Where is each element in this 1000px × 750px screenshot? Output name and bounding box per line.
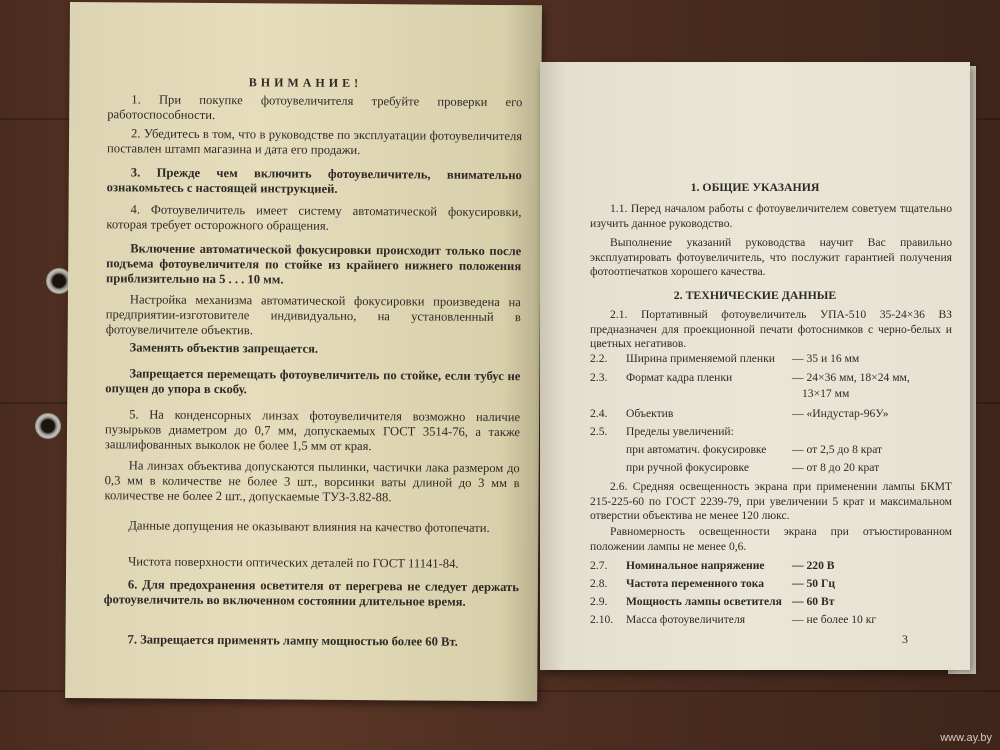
- watermark: www.ay.by: [940, 732, 992, 744]
- notice-paragraph: Заменять объектив запрещается.: [129, 340, 319, 356]
- notice-paragraph: Данные допущения не оказывают влияния на качество фотопечати.: [128, 518, 490, 535]
- notice-paragraph: 1. При покупке фотоувеличителя требуйте проверки его работоспособности.: [107, 92, 523, 123]
- binder-hole-icon: [35, 413, 61, 439]
- section-paragraph: Выполнение указаний руководства научит Вас правильно эксплуатировать фотоувеличитель, что послужит гарантией получения фотоотпечатков хорошего качества.: [590, 236, 952, 278]
- left-page: [65, 2, 542, 701]
- notice-paragraph: На линзах объектива допускаются пылинки, частички лака размером до 0,3 мм в количестве не более 3 шт., ворсинки ваты длиной до 3 мм в количестве не более 2 шт., допускаемые ТУЗ-3.82-88.: [104, 458, 520, 505]
- notice-paragraph: Настройка механизма автоматической фокусировки произведена на предприятии-изготовителе индивидуально, на установленный в фотоувеличителе объектив.: [105, 292, 521, 338]
- right-page: 1. ОБЩИЕ УКАЗАНИЯ 1.1. Перед началом работы с фотоувеличителем советуем тщательно изучить данное руководство. Выполнение указаний руководства научит Вас правильно эксплуатировать фотоувеличитель, что послужит гарантией получения фотоотпечатков хорошего качества. 2. ТЕХНИЧЕСКИЕ ДАННЫЕ 2.1. Портативный фотоувеличитель УПА-510 35-24×36 ВЗ предназначен для проекционной печати фотоснимков с черно-белых и цветных негативов. 2.2. Ширина применяемой пленки — 35 и 16 мм 2.3. Формат кадра пленки — 24×36 мм, 18×24 мм, 13×17 мм 2.4. Объектив — «Индустар-96У» 2.5. Пределы увеличений: при автоматич. фокусировке — от 2,5 до 8 крат при ручной фокусировке — от 8 до 20 крат 2.6. Средняя освещенность экрана при применении лампы БКМТ 215-225-60 по ГОСТ 2239-79, при увеличении 5 крат и максимальном отверстии объектива не менее 120 люкс. Равномерность освещенности экрана при отъюстированном положении лампы не менее 0,6. 2.7. Номинальное напряжение — 220 В 2.8. Частота переменного тока — 50 Гц 2.9. Мощность лампы осветителя — 60 Вт 2.10. Масса фотоувеличителя — не более 10 кг 3: [540, 62, 970, 670]
- page-number: 3: [902, 632, 908, 646]
- section-paragraph: 2.1. Портативный фотоувеличитель УПА-510 35-24×36 ВЗ предназначен для проекционной печати фотоснимков с черно-белых и цветных негативов.: [590, 308, 952, 350]
- notice-paragraph: Чистота поверхности оптических деталей по ГОСТ 11141-84.: [128, 554, 459, 571]
- section-paragraph: Равномерность освещенности экрана при отъюстированном положении лампы не менее 0,6.: [590, 525, 952, 553]
- notice-paragraph: Запрещается перемещать фотоувеличитель по стойке, если тубус не опущен до упора в скобу.: [105, 366, 521, 397]
- section-paragraph: 1.1. Перед началом работы с фотоувеличителем советуем тщательно изучить данное руководство.: [590, 202, 952, 230]
- section-title: 2. ТЕХНИЧЕСКИЕ ДАННЫЕ: [673, 288, 837, 302]
- left-page-heading: ВНИМАНИЕ!: [248, 75, 363, 91]
- notice-paragraph: 4. Фотоувеличитель имеет систему автоматической фокусировки, которая требует осторожного обращения.: [106, 202, 522, 234]
- notice-paragraph: 7. Запрещается применять лампу мощностью более 60 Вт.: [127, 632, 458, 649]
- notice-paragraph: 5. На конденсорных линзах фотоувеличителя возможно наличие пузырьков диаметром до 0,7 мм, допускаемых ГОСТ 3514-76, а также зашлифованных выколок не более 1,5 мм от края.: [104, 407, 521, 454]
- notice-paragraph: 3. Прежде чем включить фотоувеличитель, внимательно ознакомьтесь с настоящей инструкцией.: [106, 165, 522, 197]
- notice-paragraph: 2. Убедитесь в том, что в руководстве по эксплуатации фотоувеличителя поставлен штамп магазина и дата его продажи.: [106, 126, 523, 158]
- notice-paragraph: Включение автоматической фокусировки происходит только после подъема фотоувеличителя по стойке из крайнего нижнего положения приблизительно на 5 . . . 10 мм.: [106, 241, 522, 287]
- section-paragraph: 2.6. Средняя освещенность экрана при применении лампы БКМТ 215-225-60 по ГОСТ 2239-79, при увеличении 5 крат и максимальном отверстии объектива не менее 120 люкс.: [590, 480, 952, 522]
- section-title: 1. ОБЩИЕ УКАЗАНИЯ: [690, 180, 820, 194]
- notice-paragraph: 6. Для предохранения осветителя от перегрева не следует держать фотоувеличитель во включенном состоянии длительное время.: [103, 577, 519, 609]
